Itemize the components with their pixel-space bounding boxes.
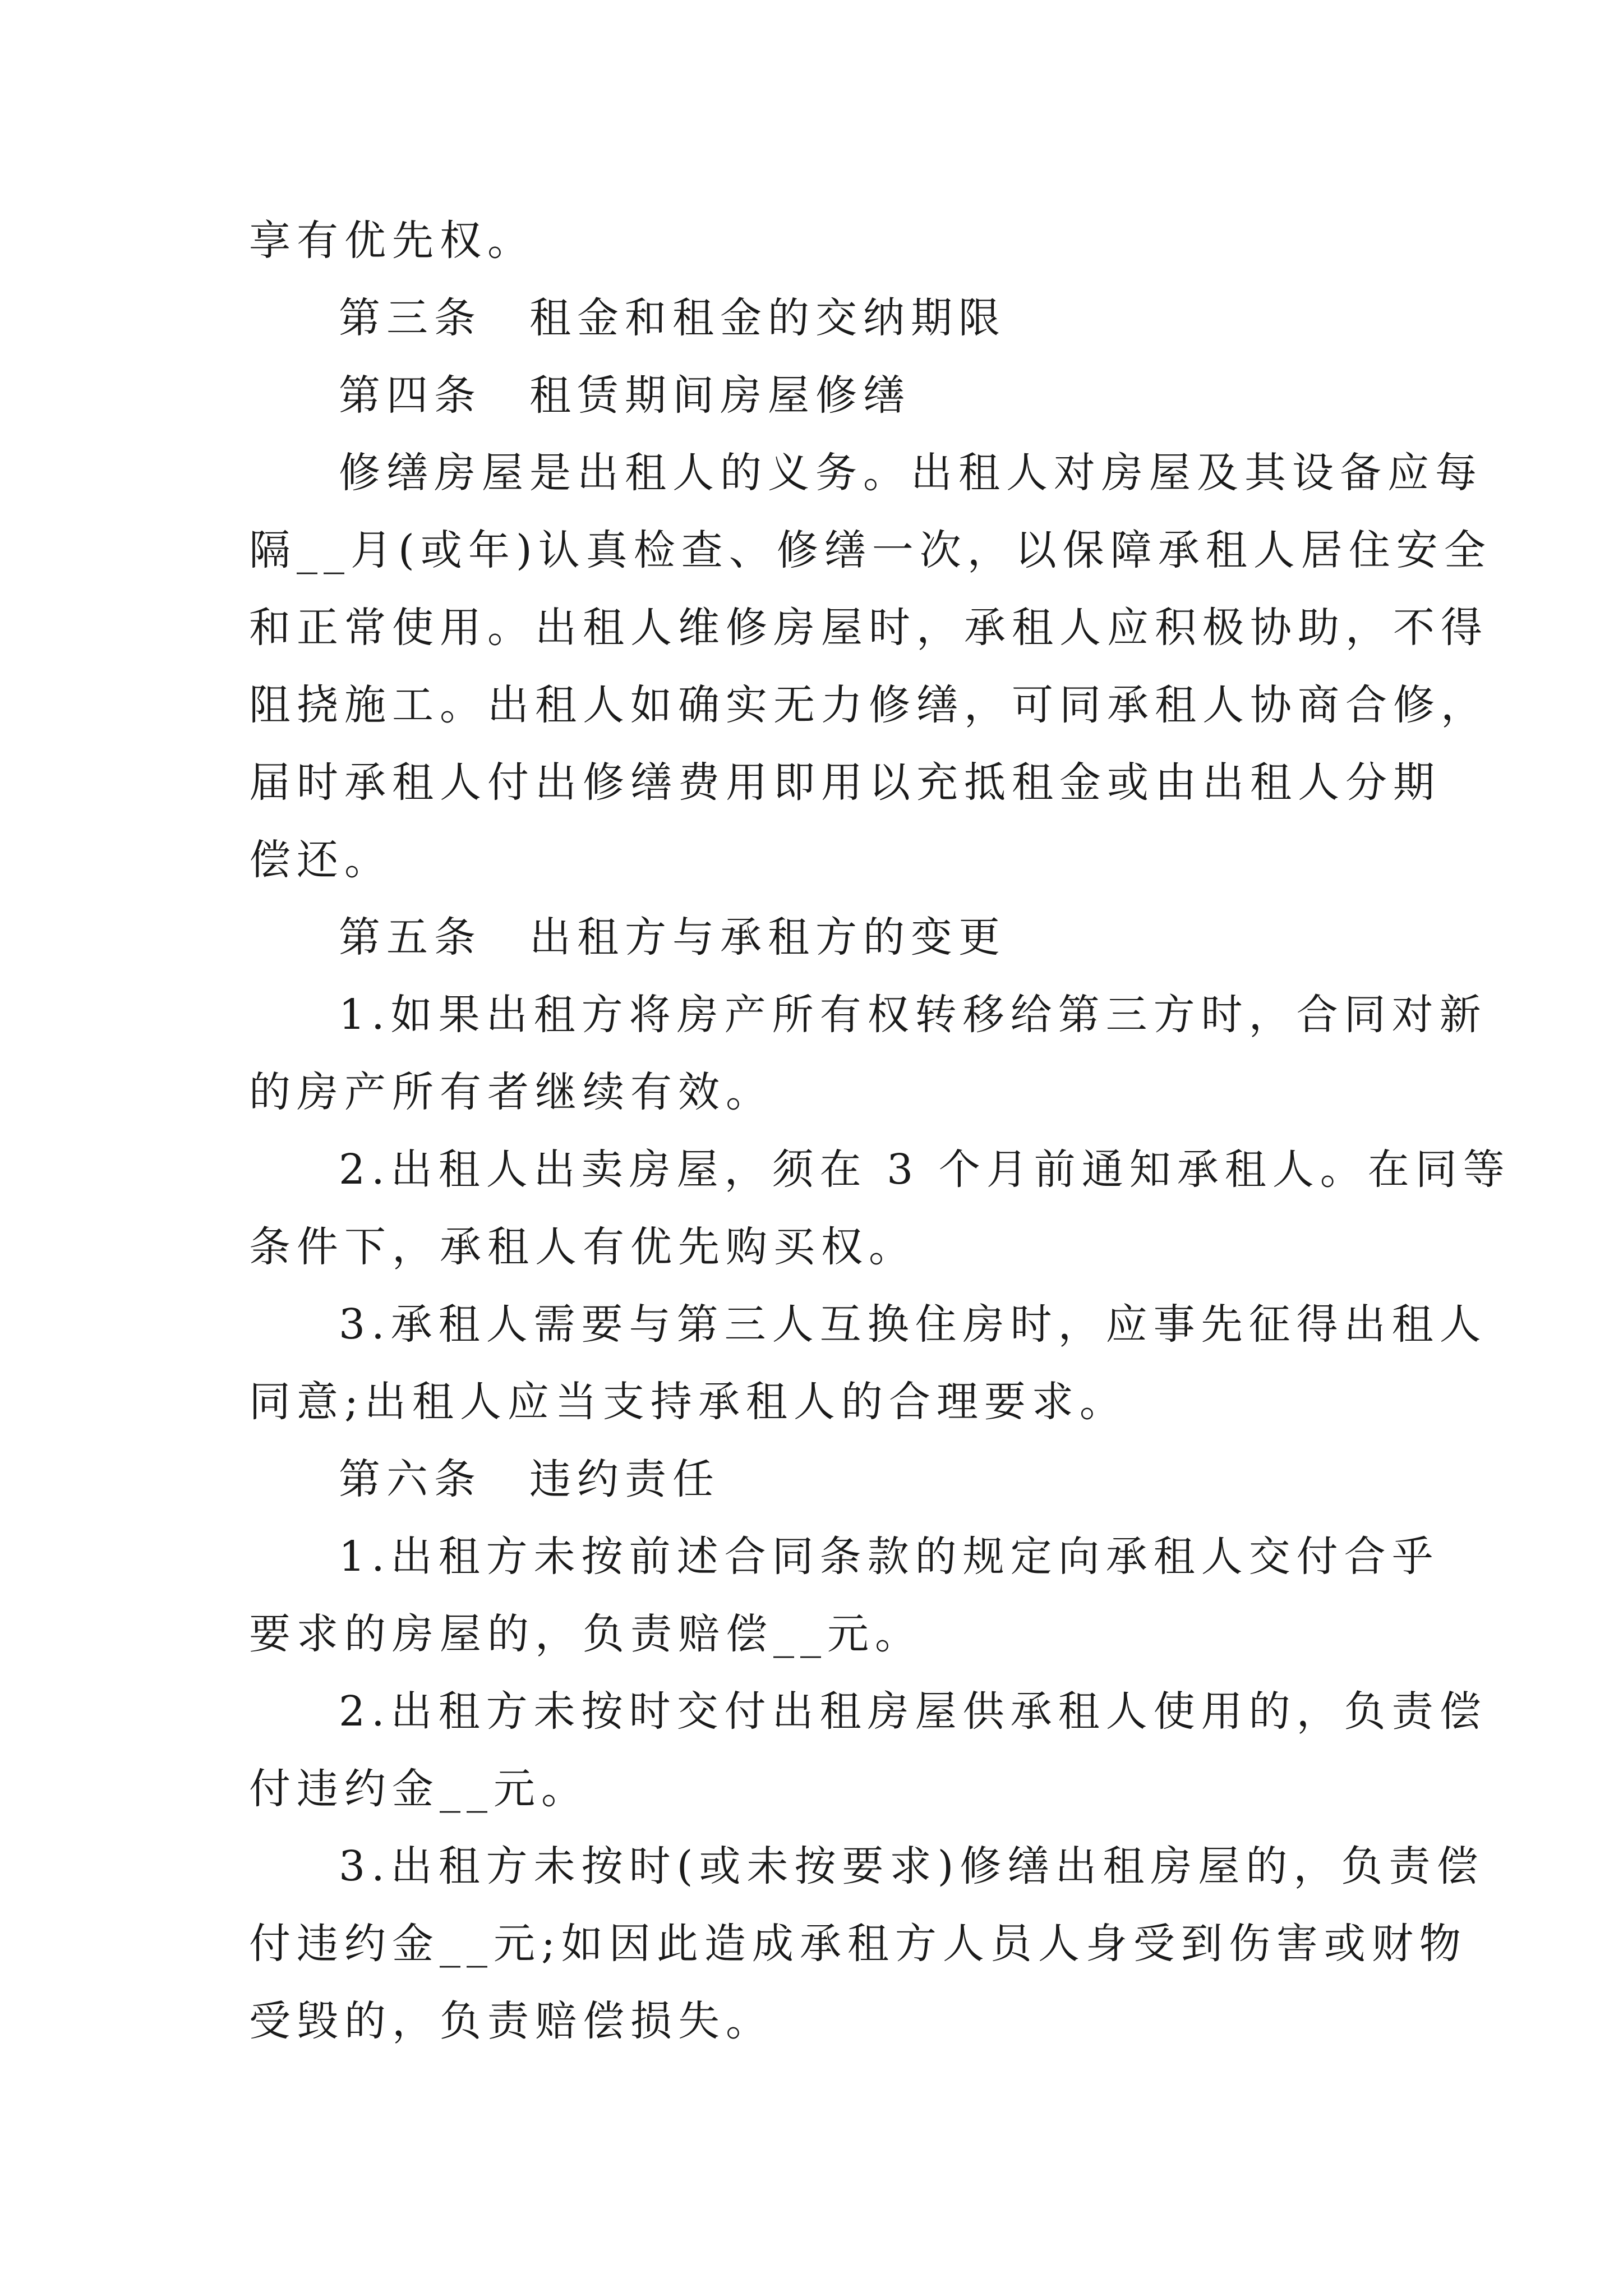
text-line: 2.出租方未按时交付出租房屋供承租人使用的，负责偿: [339, 1687, 1487, 1736]
text-line: 受毁的，负责赔偿损失。: [249, 1997, 773, 2045]
text-line: 隔__月(或年)认真检查、修缮一次，以保障承租人居住安全: [249, 526, 1492, 574]
text-line: 偿还。: [249, 836, 392, 884]
text-line: 2.出租人出卖房屋，须在 3 个月前通知承租人。在同等: [339, 1145, 1511, 1194]
text-line: 3.出租方未按时(或未按要求)修缮出租房屋的，负责偿: [339, 1842, 1484, 1890]
text-line: 和正常使用。出租人维修房屋时，承租人应积极协助，不得: [249, 604, 1488, 652]
text-line: 1.如果出租方将房产所有权转移给第三方时，合同对新: [339, 991, 1487, 1039]
text-line: 1.出租方未按前述合同条款的规定向承租人交付合乎: [339, 1533, 1440, 1581]
text-line: 届时承租人付出修缮费用即用以充抵租金或由出租人分期: [249, 758, 1441, 807]
document-body: [249, 202, 1511, 2060]
text-line: 阻挠施工。出租人如确实无力修缮，可同承租人协商合修，: [249, 681, 1488, 729]
text-line: 同意;出租人应当支持承租人的合理要求。: [249, 1378, 1127, 1426]
text-line: 修缮房屋是出租人的义务。出租人对房屋及其设备应每: [339, 449, 1483, 497]
article-3-heading: 第三条 租金和租金的交纳期限: [339, 294, 1006, 342]
article-6-heading: 第六条 违约责任: [339, 1455, 720, 1503]
article-4-heading: 第四条 租赁期间房屋修缮: [339, 371, 911, 420]
text-line: 付违约金__元;如因此造成承租方人员人身受到伤害或财物: [249, 1920, 1467, 1968]
article-5-heading: 第五条 出租方与承租方的变更: [339, 913, 1006, 961]
text-line: 付违约金__元。: [249, 1765, 589, 1813]
text-line: 条件下，承租人有优先购买权。: [249, 1223, 916, 1271]
text-line: 享有优先权。: [249, 217, 535, 265]
text-line: 要求的房屋的，负责赔偿__元。: [249, 1610, 923, 1658]
text-line: 的房产所有者继续有效。: [249, 1068, 773, 1116]
text-line: 3.承租人需要与第三人互换住房时，应事先征得出租人: [339, 1300, 1487, 1349]
